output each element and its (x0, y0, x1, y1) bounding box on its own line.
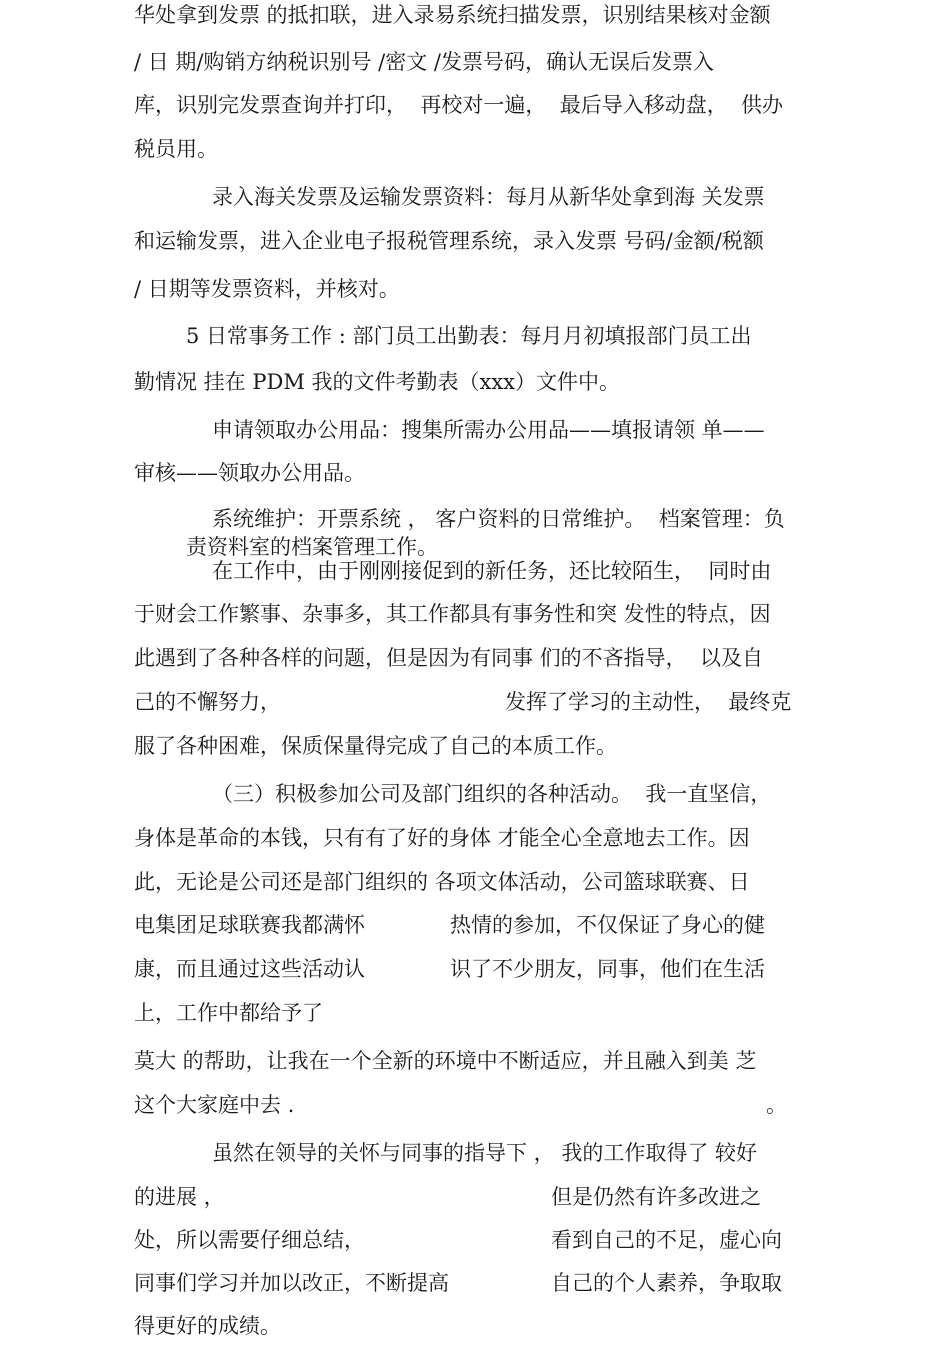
text-line: 电集团足球联赛我都满怀 (134, 913, 365, 937)
text-line: 在工作中，由于刚刚接促到的新任务，还比较陌生， 同时由 (212, 559, 772, 583)
text-line: 发挥了学习的主动性， 最终克 (505, 690, 792, 714)
text-line: （三）积极参加公司及部门组织的各种活动。 我一直坚信， (212, 782, 772, 806)
text-line: 得更好的成绩。 (134, 1314, 281, 1338)
text-line: 己的不懈努力， (134, 690, 281, 714)
text-line: 看到自己的不足，虚心向 (551, 1228, 782, 1252)
text-line: 此遇到了各种各样的问题，但是因为有同事 们的不吝指导， 以及自 (134, 646, 764, 670)
text-line: / 日期等发票资料，并核对。 (134, 277, 400, 301)
text-line: 系统维护：开票系统 ， 客户资料的日常维护。 档案管理：负 (212, 507, 785, 531)
text-line: / 日 期/购销方纳税识别号 /密文 /发票号码，确认无误后发票入 (134, 50, 714, 74)
text-line: 但是仍然有许多改进之 (551, 1185, 761, 1209)
text-line: 此，无论是公司还是部门组织的 各项文体活动，公司篮球联赛、日 (134, 870, 750, 894)
text-line: 华处拿到发票 的抵扣联，进入录易系统扫描发票，识别结果核对金额 (134, 3, 771, 27)
text-line: 责资料室的档案管理工作。 (186, 535, 438, 559)
text-line: 上，工作中都给予了 (134, 1001, 323, 1025)
text-line: 同事们学习并加以改正，不断提高 (134, 1271, 449, 1295)
text-line: 康，而且通过这些活动认 (134, 957, 365, 981)
text-line: 和运输发票，进入企业电子报税管理系统，录入发票 号码/金额/税额 (134, 229, 764, 253)
text-line: 莫大 的帮助，让我在一个全新的环境中不断适应，并且融入到美 芝 (134, 1049, 757, 1073)
text-line: 这个大家庭中去 . (134, 1093, 295, 1117)
text-line: 热情的参加，不仅保证了身心的健 (450, 913, 765, 937)
text-line: 服了各种困难，保质保量得完成了自己的本质工作。 (134, 734, 617, 758)
text-line: 处，所以需要仔细总结， (134, 1228, 365, 1252)
text-line: 于财会工作繁事、杂事多，其工作都具有事务性和突 发性的特点，因 (134, 602, 771, 626)
text-line: 录入海关发票及运输发票资料：每月从新华处拿到海 关发票 (212, 185, 765, 209)
text-line: 审核——领取办公用品。 (134, 461, 365, 485)
text-line: 5 日常事务工作 : 部门员工出勤表：每月月初填报部门员工出 (186, 324, 752, 348)
text-line: 自己的个人素养，争取取 (551, 1271, 782, 1295)
text-line: 识了不少朋友，同事，他们在生活 (450, 957, 765, 981)
text-line: 税员用。 (134, 137, 218, 161)
text-line: 的进展 ， (134, 1185, 225, 1209)
text-line: 虽然在领导的关怀与同事的指导下 ， 我的工作取得了 较好 (212, 1141, 758, 1165)
text-line: 申请领取办公用品：搜集所需办公用品——填报请领 单—— (212, 418, 765, 442)
text-line: 勤情况 挂在 PDM 我的文件考勤表（xxx）文件中。 (134, 370, 621, 394)
text-line: 身体是革命的本钱，只有有了好的身体 才能全心全意地去工作。因 (134, 826, 750, 850)
text-line: 库，识别完发票查询并打印， 再校对一遍， 最后导入移动盘， 供办 (134, 93, 784, 117)
text-line: 。 (766, 1093, 787, 1117)
